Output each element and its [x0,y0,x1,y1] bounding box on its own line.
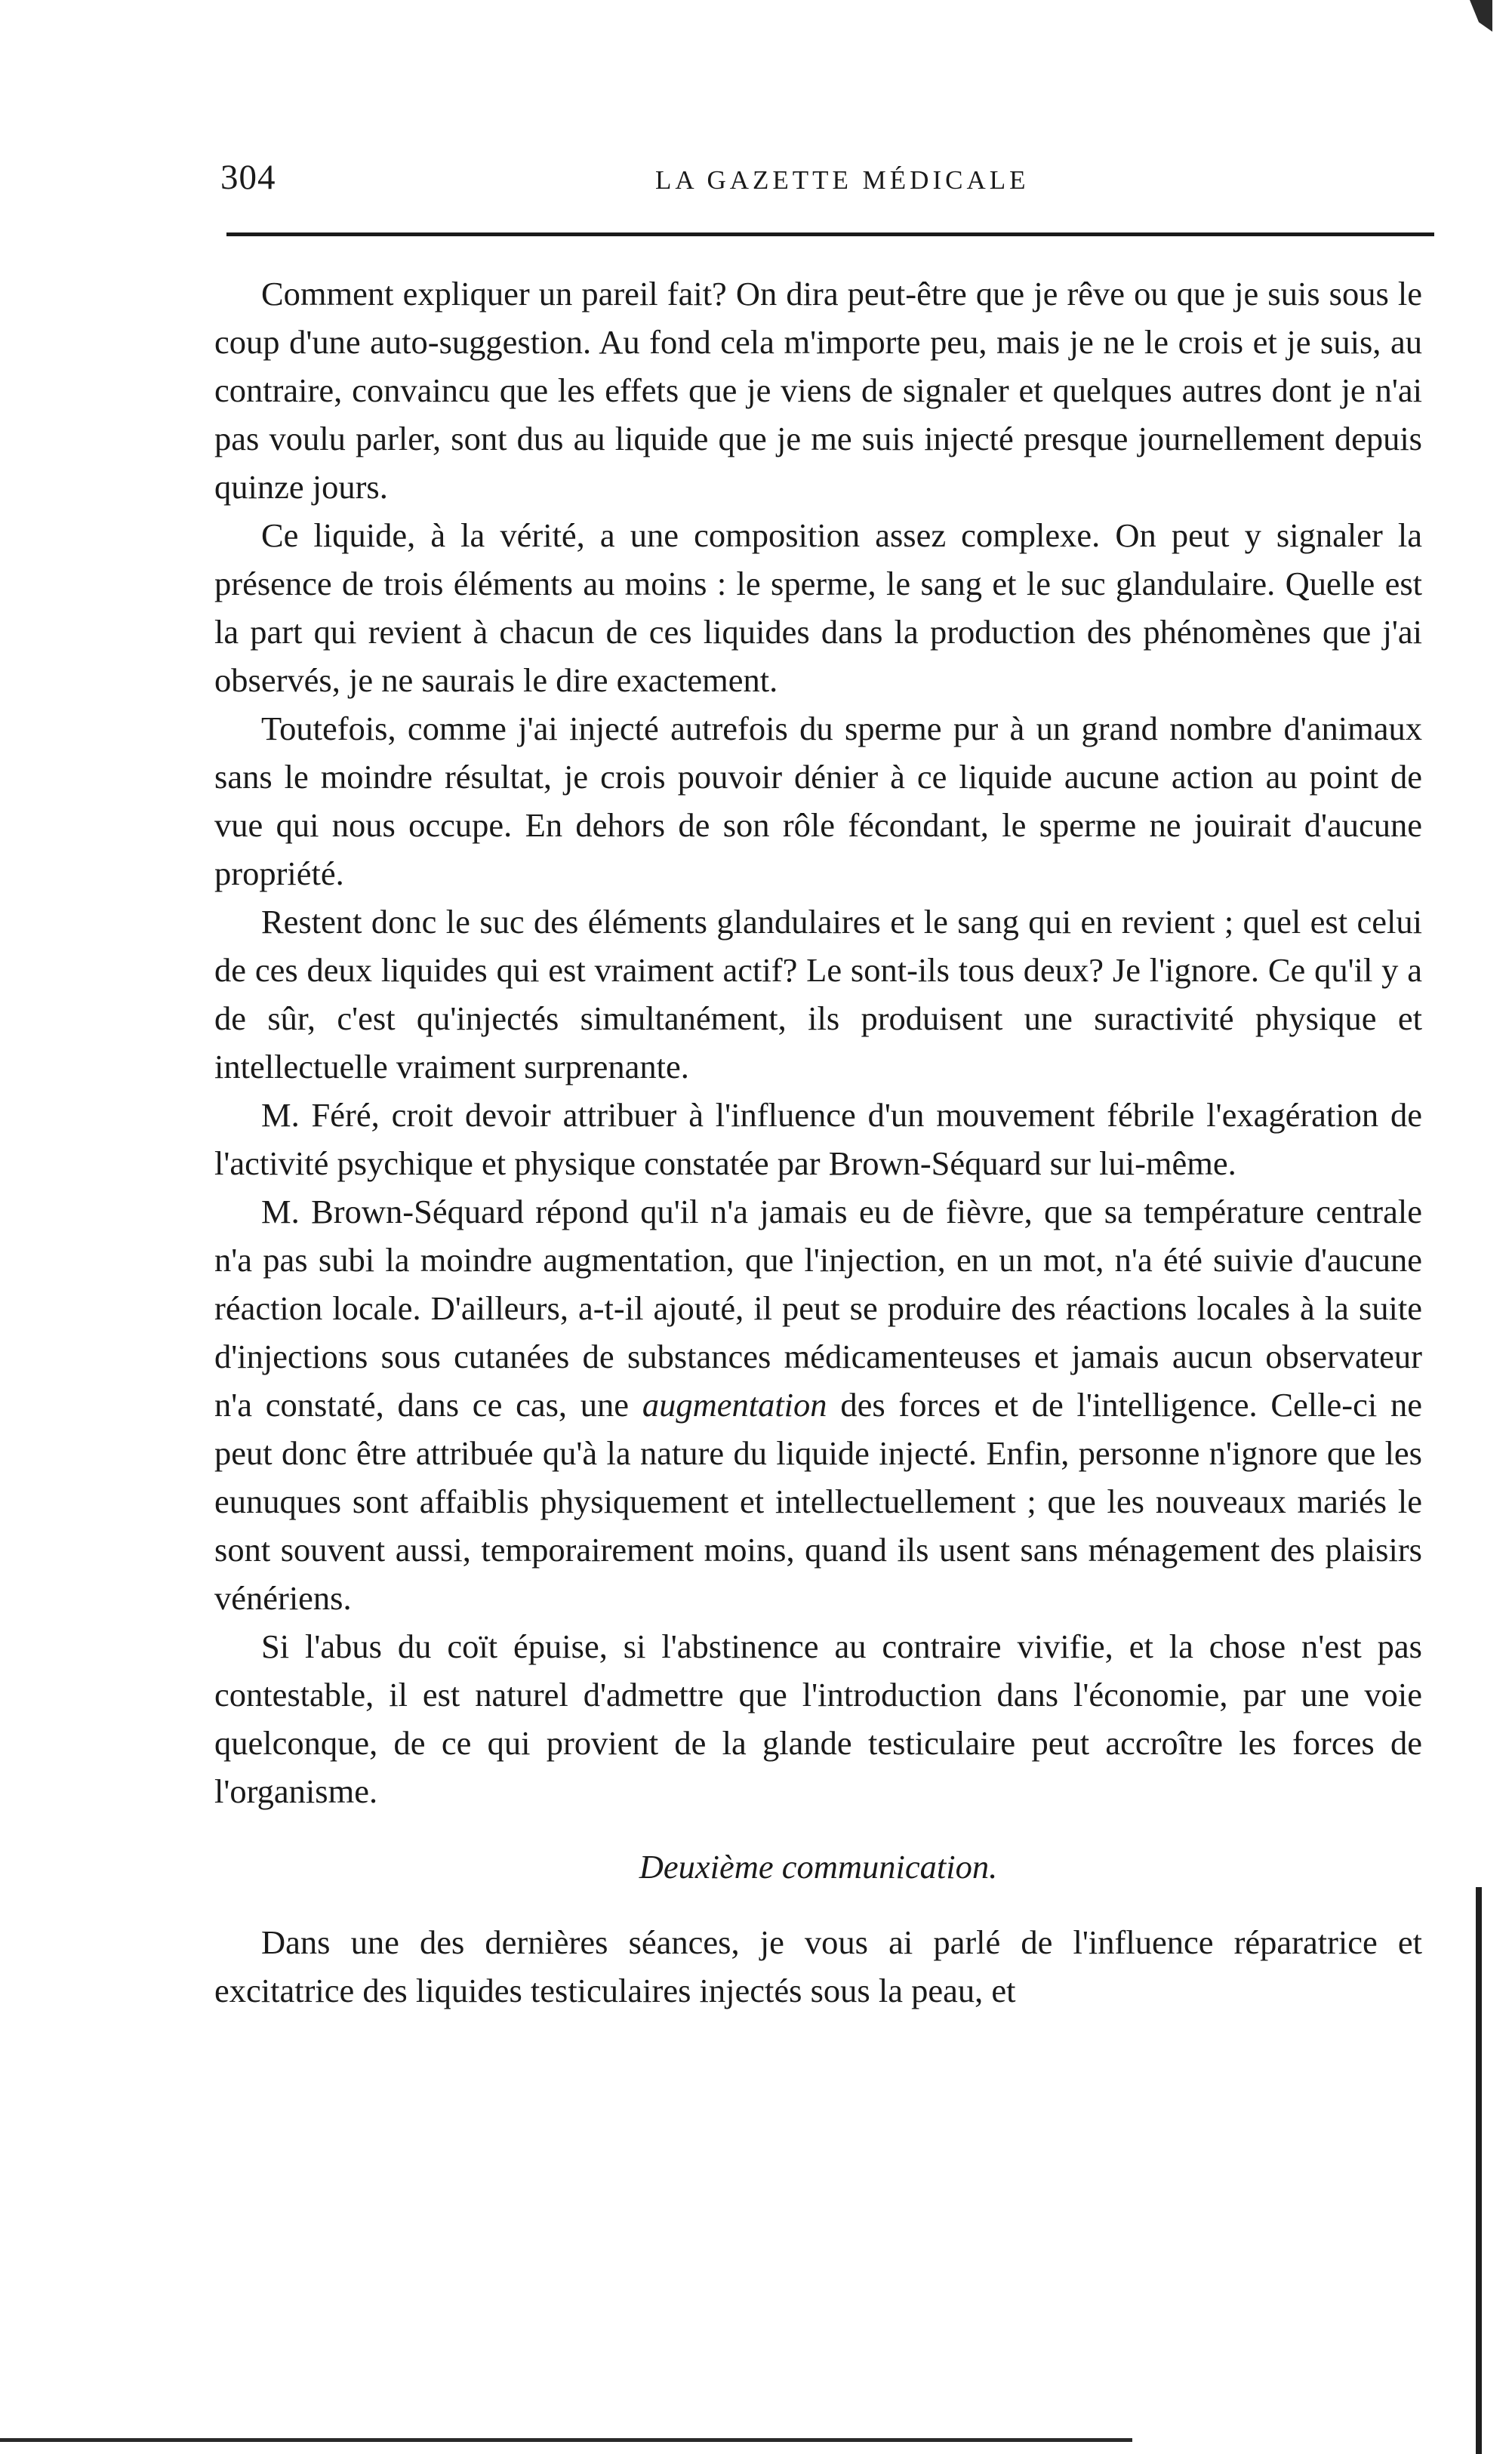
paragraph-3: Toutefois, comme j'ai injecté autrefois du sperme pur à un grand nombre d'animaux sans le moindre résultat, je crois pouvoir dénier à ce liquide aucune action au point de vue qui nous occupe. En dehors de son rôle fécondant, le sperme ne jouirait d'aucune propriété. [214,710,1422,892]
running-title: LA GAZETTE MÉDICALE [655,165,1030,195]
header-rule [226,232,1434,236]
paragraph-4: Restent donc le suc des éléments glandulaires et le sang qui en revient ; quel est celui de ces deux liquides qui est vraiment actif? Le sont-ils tous deux? Je l'ignore. Ce qu'il y a de sûr, c'est qu'injectés simultanément, ils produisent une suractivité physique et intellectuelle vraiment surprenante. [214,903,1422,1085]
emphasized-word: augmentation [642,1386,827,1424]
scan-edge-bar-bottom [0,2438,1132,2442]
paragraph-5: M. Féré, croit devoir attribuer à l'influence d'un mouvement fébrile l'exagération de l'activité psychique et physique constatée par Brown-Séquard sur lui-même. [214,1096,1422,1182]
page-number: 304 [220,158,276,197]
paragraph-1: Comment expliquer un pareil fait? On dira peut-être que je rêve ou que je suis sous le coup d'une auto-suggestion. Au fond cela m'importe peu, mais je ne le crois et je suis, au contraire, convaincu que les effets que je viens de signaler et quelques autres dont je n'ai pas voulu parler, sont dus au liquide que je me suis injecté presque journellement depuis quinze jours. [214,275,1422,506]
scan-edge-mark [1470,0,1492,32]
paragraph-2: Ce liquide, à la vérité, a une composition assez complexe. On peut y signaler la présence de trois éléments au moins : le sperme, le sang et le suc glandulaire. Quelle est la part qui revient à chacun de ces liquides dans la production des phénomènes que j'ai observés, je ne saurais le dire exactement. [214,516,1422,699]
scan-edge-bar-right [1476,1887,1482,2454]
paragraph-8: Dans une des dernières séances, je vous ai parlé de l'influence réparatrice et excitatrice des liquides testiculaires injectés sous la peau, et [214,1923,1422,2009]
paragraph-6-text-b: des forces et de l'intelligence. Celle-ci ne peut donc être attribuée qu'à la nature du liquide injecté. Enfin, personne n'ignore que les eunuques sont affaiblis physiquement et intellectuellement ; que les nouveaux mariés le sont souvent aussi, temporairement moins, quand ils usent sans ménagement des plaisirs vénériens. [214,1386,1422,1617]
paragraph-6-text-a: M. Brown-Séquard répond qu'il n'a jamais eu de fièvre, que sa température centrale n'a pas subi la moindre augmentation, que l'injection, en un mot, n'a été suivie d'aucune réaction locale. D'ailleurs, a-t-il ajouté, il peut se produire des réactions locales à la suite d'injections sous cutanées de substances médicamenteuses et jamais aucun observateur n'a constaté, dans ce cas, une [214,1193,1422,1424]
paragraph-6 [214,1187,1422,1622]
body-text [214,269,1422,2015]
section-heading: Deuxième communication. [639,1848,998,1886]
paragraph-7: Si l'abus du coït épuise, si l'abstinence au contraire vivifie, et la chose n'est pas contestable, il est naturel d'admettre que l'introduction dans l'économie, par une voie quelconque, de ce qui provient de la glande testiculaire peut accroître les forces de l'organisme. [214,1627,1422,1810]
